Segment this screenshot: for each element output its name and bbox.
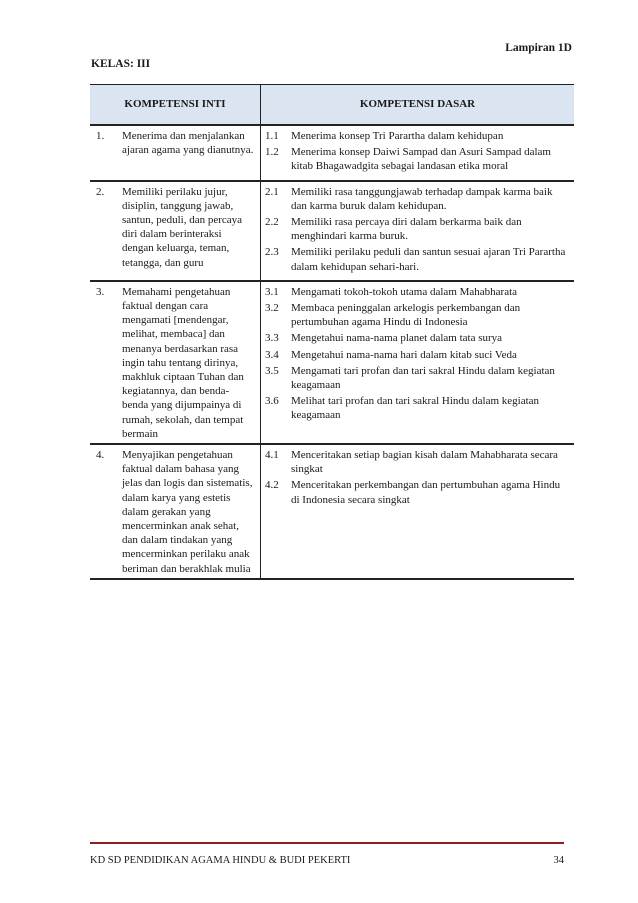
ki-text: Memiliki perilaku jujur, disiplin, tanggung jawab, santun, peduli, dan percaya diri dalam berinteraksi dengan keluarga, teman, tetangga, dan guru [122, 185, 243, 269]
table-row [90, 444, 574, 579]
kd-number: 3.6 [265, 395, 279, 408]
kd-text: Mengamati tokoh-tokoh utama dalam Mahabharata [291, 285, 518, 298]
list-item [265, 478, 568, 506]
ki-number: 4. [96, 449, 105, 462]
table-row [90, 181, 574, 281]
ki-number: 3. [96, 285, 105, 298]
kd-number: 3.3 [265, 332, 279, 345]
ki-text: Memahami pengetahuan faktual dengan cara mengamati [mendengar, melihat, membaca] dan menanya berdasarkan rasa ingin tahu tentang dirinya, makhluk ciptaan Tuhan dan kegiatannya, dan benda-benda yang dijumpainya di rumah, sekolah, dan tempat bermain [122, 285, 244, 440]
kd-text: Melihat tari profan dan tari sakral Hindu dalam kegiatan keagamaan [291, 395, 540, 422]
kompetensi-dasar-cell [261, 281, 575, 444]
kompetensi-inti-cell [90, 281, 261, 444]
kelas-label: KELAS: III [91, 58, 151, 70]
kd-number: 2.3 [265, 246, 279, 259]
kd-number: 4.2 [265, 479, 279, 492]
list-item [265, 364, 568, 392]
header-kompetensi-dasar: KOMPETENSI DASAR [261, 85, 575, 126]
ki-text: Menyajikan pengetahuan faktual dalam bahasa yang jelas dan logis dan sistematis, dalam karya yang estetis dalam gerakan yang mencerminkan anak sehat, dan dalam tindakan yang mencerminkan perilaku anak beriman dan berakhlak mulia [122, 449, 253, 575]
kd-number: 3.5 [265, 364, 279, 377]
kd-text: Mengetahui nama-nama hari dalam kitab suci Veda [291, 348, 517, 361]
page-number: 34 [553, 855, 564, 866]
header-kompetensi-inti: KOMPETENSI INTI [90, 85, 261, 126]
kd-text: Memiliki rasa tanggungjawab terhadap dampak karma baik dan karma buruk dalam kehidupan. [291, 185, 553, 212]
table-header-row [90, 85, 574, 126]
kompetensi-dasar-cell [261, 181, 575, 281]
table-row [90, 281, 574, 444]
list-item [265, 348, 568, 362]
kd-number: 1.1 [265, 130, 279, 142]
kd-text: Membaca peninggalan arkelogis perkembangan dan pertumbuhan agama Hindu di Indonesia [291, 302, 521, 329]
lampiran-label: Lampiran 1D [505, 42, 572, 54]
list-item [265, 448, 568, 476]
list-item [265, 394, 568, 422]
table-row [90, 125, 574, 181]
kompetensi-inti-cell [90, 125, 261, 181]
footer-title: KD SD PENDIDIKAN AGAMA HINDU & BUDI PEKERTI [90, 855, 351, 866]
footer-divider [90, 842, 564, 844]
table-body [90, 125, 574, 579]
kd-number: 2.1 [265, 185, 279, 198]
list-item [265, 301, 568, 329]
kd-text: Mengamati tari profan dan tari sakral Hindu dalam kegiatan keagamaan [291, 364, 555, 392]
list-item [265, 129, 568, 143]
kd-number: 3.2 [265, 302, 279, 315]
kd-text: Memiliki rasa percaya diri dalam berkarma baik dan menghindari karma buruk. [291, 216, 522, 243]
kompetensi-inti-cell [90, 444, 261, 579]
kompetensi-dasar-cell [261, 444, 575, 579]
ki-number: 1. [96, 130, 105, 142]
kompetensi-table [90, 84, 574, 580]
kd-number: 2.2 [265, 216, 279, 229]
kd-number: 3.1 [265, 285, 279, 298]
kd-text: Menceritakan setiap bagian kisah dalam Mahabharata secara singkat [291, 449, 558, 476]
kd-text: Menerima konsep Tri Parartha dalam kehidupan [291, 130, 504, 142]
kd-number: 1.2 [265, 146, 279, 159]
list-item [265, 145, 568, 173]
list-item [265, 245, 568, 273]
kompetensi-dasar-cell [261, 125, 575, 181]
kd-text: Menceritakan perkembangan dan pertumbuhan agama Hindu di Indonesia secara singkat [291, 479, 561, 506]
ki-text: Menerima dan menjalankan ajaran agama yang dianutnya. [122, 130, 254, 157]
kd-text: Memiliki perilaku peduli dan santun sesuai ajaran Tri Parartha dalam kehidupan sehari-hari. [291, 246, 566, 273]
kd-number: 3.4 [265, 348, 279, 361]
list-item [265, 285, 568, 299]
list-item [265, 215, 568, 243]
list-item [265, 331, 568, 345]
kd-text: Mengetahui nama-nama planet dalam tata surya [291, 332, 503, 345]
kd-number: 4.1 [265, 449, 279, 462]
list-item [265, 185, 568, 213]
ki-number: 2. [96, 185, 105, 198]
kompetensi-inti-cell [90, 181, 261, 281]
kd-text: Menerima konsep Daiwi Sampad dan Asuri Sampad dalam kitab Bhagawadgita sebagai landasan etika moral [291, 146, 551, 173]
